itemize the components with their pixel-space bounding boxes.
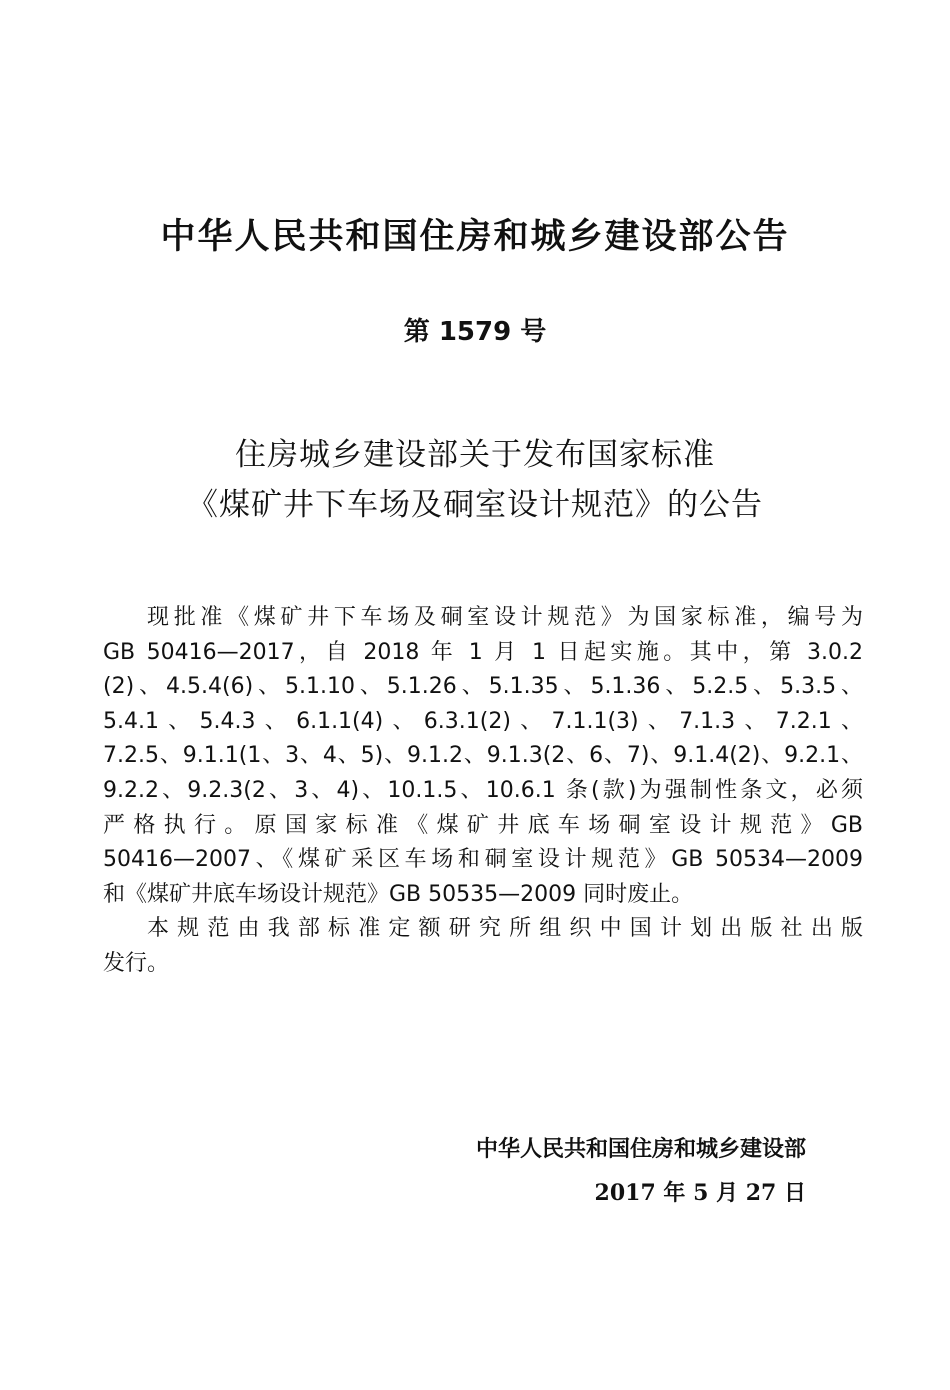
issuer-name: 中华人民共和国住房和城乡建设部 <box>475 1137 806 1162</box>
body-line: 5.4.1、5.4.3、6.1.1(4)、6.3.1(2)、7.1.1(3)、7.1.3、7.2.1、 <box>103 708 863 734</box>
body-line: 9.2.2、9.2.3(2、3、4)、10.1.5、10.6.1 条(款)为强制性条文，必须 <box>103 777 863 803</box>
body-line: 发行。 <box>103 950 170 976</box>
body-line: GB 50416—2017，自 2018 年 1 月 1 日起实施。其中，第 3.0.2 <box>103 639 863 665</box>
body-line: 7.2.5、9.1.1(1、3、4、5)、9.1.2、9.1.3(2、6、7)、9.1.4(2)、9.2.1、 <box>103 743 863 769</box>
subtitle-line-2: 《煤矿井下车场及硐室设计规范》的公告 <box>187 487 763 523</box>
page-title: 中华人民共和国住房和城乡建设部公告 <box>160 217 790 257</box>
body-line: 本规范由我部标准定额研究所组织中国计划出版社出版 <box>147 916 863 942</box>
body-line: 现批准《煤矿井下车场及硐室设计规范》为国家标准，编号为 <box>147 605 863 630</box>
body-line: 和《煤矿井底车场设计规范》GB 50535—2009 同时废止。 <box>103 881 694 907</box>
body-line: 50416—2007、《煤矿采区车场和硐室设计规范》GB 50534—2009 <box>103 847 863 873</box>
body-line: (2)、4.5.4(6)、5.1.10、5.1.26、5.1.35、5.1.36、5.2.5、5.3.5、 <box>103 674 863 700</box>
issue-date: 2017 年 5 月 27 日 <box>594 1180 806 1206</box>
subtitle-line-1: 住房城乡建设部关于发布国家标准 <box>235 437 715 473</box>
notice-body <box>103 601 863 982</box>
body-line: 严格执行。原国家标准《煤矿井底车场硐室设计规范》GB <box>103 812 863 838</box>
notice-number: 第 1579 号 <box>403 317 547 347</box>
notice-subtitle <box>0 430 950 530</box>
